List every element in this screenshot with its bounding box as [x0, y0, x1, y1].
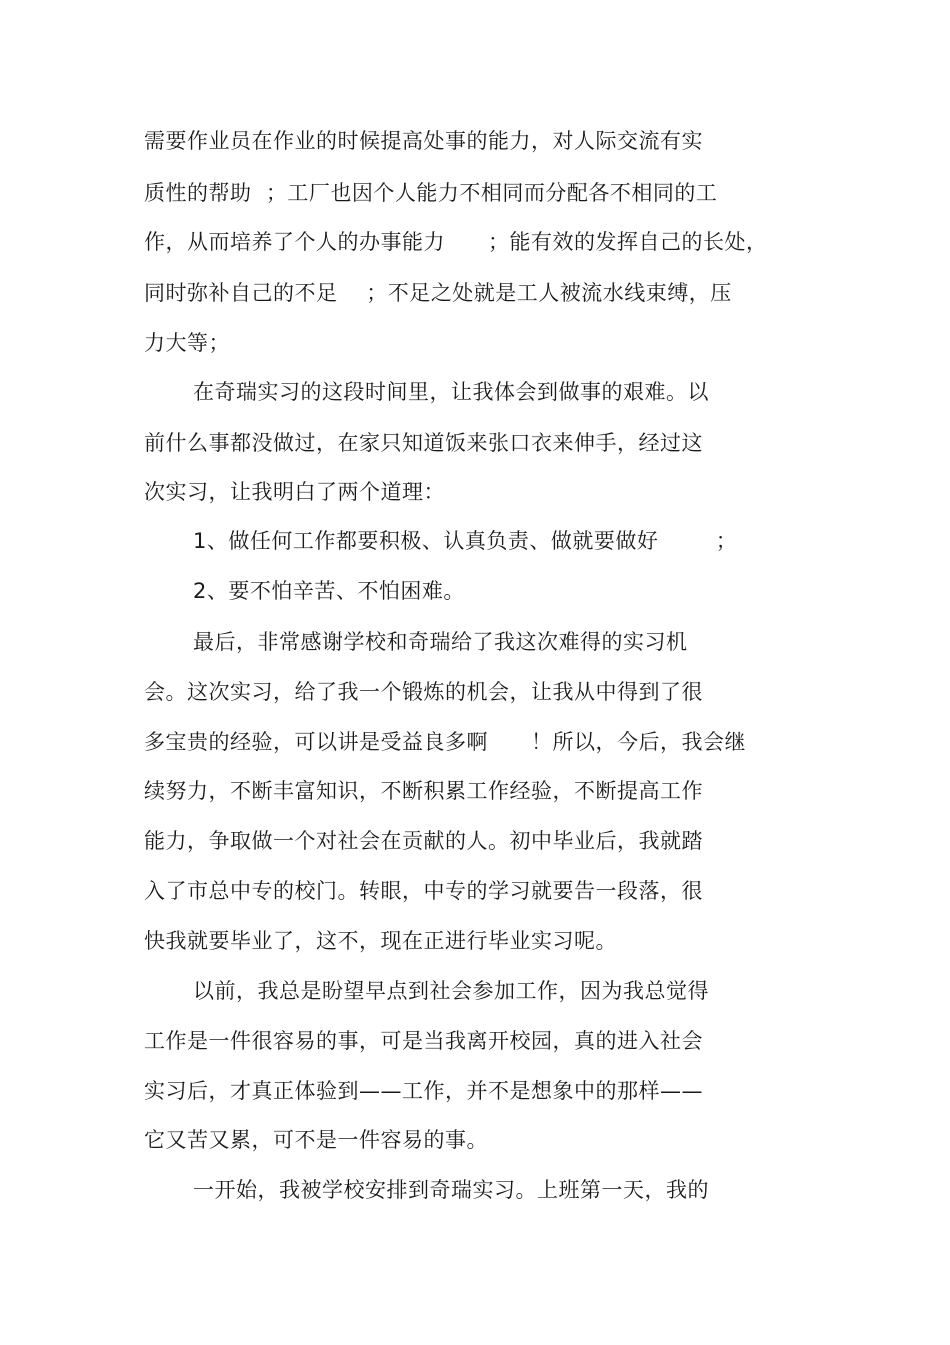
- text-line: 能力，争取做一个对社会在贡献的人。初中毕业后，我就踏: [144, 829, 703, 853]
- text-line: 以前，我总是盼望早点到社会参加工作，因为我总觉得: [193, 979, 709, 1003]
- text-line: 作，从而培养了个人的办事能力 ；能有效的发挥自己的长处，: [144, 230, 768, 254]
- text-line: 会。这次实习，给了我一个锻炼的机会，让我从中得到了很: [144, 680, 703, 704]
- text-line: 质性的帮助 ；工厂也因个人能力不相同而分配各不相同的工: [144, 181, 718, 205]
- text-line: 在奇瑞实习的这段时间里，让我体会到做事的艰难。以: [193, 380, 709, 404]
- text-line: 续努力，不断丰富知识，不断积累工作经验，不断提高工作: [144, 779, 703, 803]
- list-item: 1、做任何工作都要积极、认真负责、做就要做好 ；: [193, 529, 738, 553]
- text-line: 它又苦又累，可不是一件容易的事。: [144, 1128, 488, 1152]
- text-line: 入了市总中专的校门。转眼，中专的学习就要告一段落，很: [144, 879, 703, 903]
- text-line: 最后，非常感谢学校和奇瑞给了我这次难得的实习机: [193, 630, 688, 654]
- text-line: 力大等；: [144, 331, 230, 355]
- text-line: 工作是一件很容易的事，可是当我离开校园，真的进入社会: [144, 1029, 703, 1053]
- list-item: 2、要不怕辛苦、不怕困难。: [193, 579, 465, 603]
- text-line: 多宝贵的经验，可以讲是受益良多啊 ！所以，今后，我会继: [144, 730, 747, 754]
- text-line: 一开始，我被学校安排到奇瑞实习。上班第一天，我的: [193, 1178, 709, 1202]
- text-line: 需要作业员在作业的时候提高处事的能力，对人际交流有实: [144, 129, 703, 153]
- text-line: 同时弥补自己的不足 ；不足之处就是工人被流水线束缚，压: [144, 281, 732, 305]
- text-line: 前什么事都没做过，在家只知道饭来张口衣来伸手，经过这: [144, 431, 703, 455]
- text-line: 快我就要毕业了，这不，现在正进行毕业实习呢。: [144, 929, 617, 953]
- text-line: 次实习，让我明白了两个道理：: [144, 480, 445, 504]
- text-line: 实习后，才真正体验到——工作，并不是想象中的那样——: [144, 1079, 703, 1103]
